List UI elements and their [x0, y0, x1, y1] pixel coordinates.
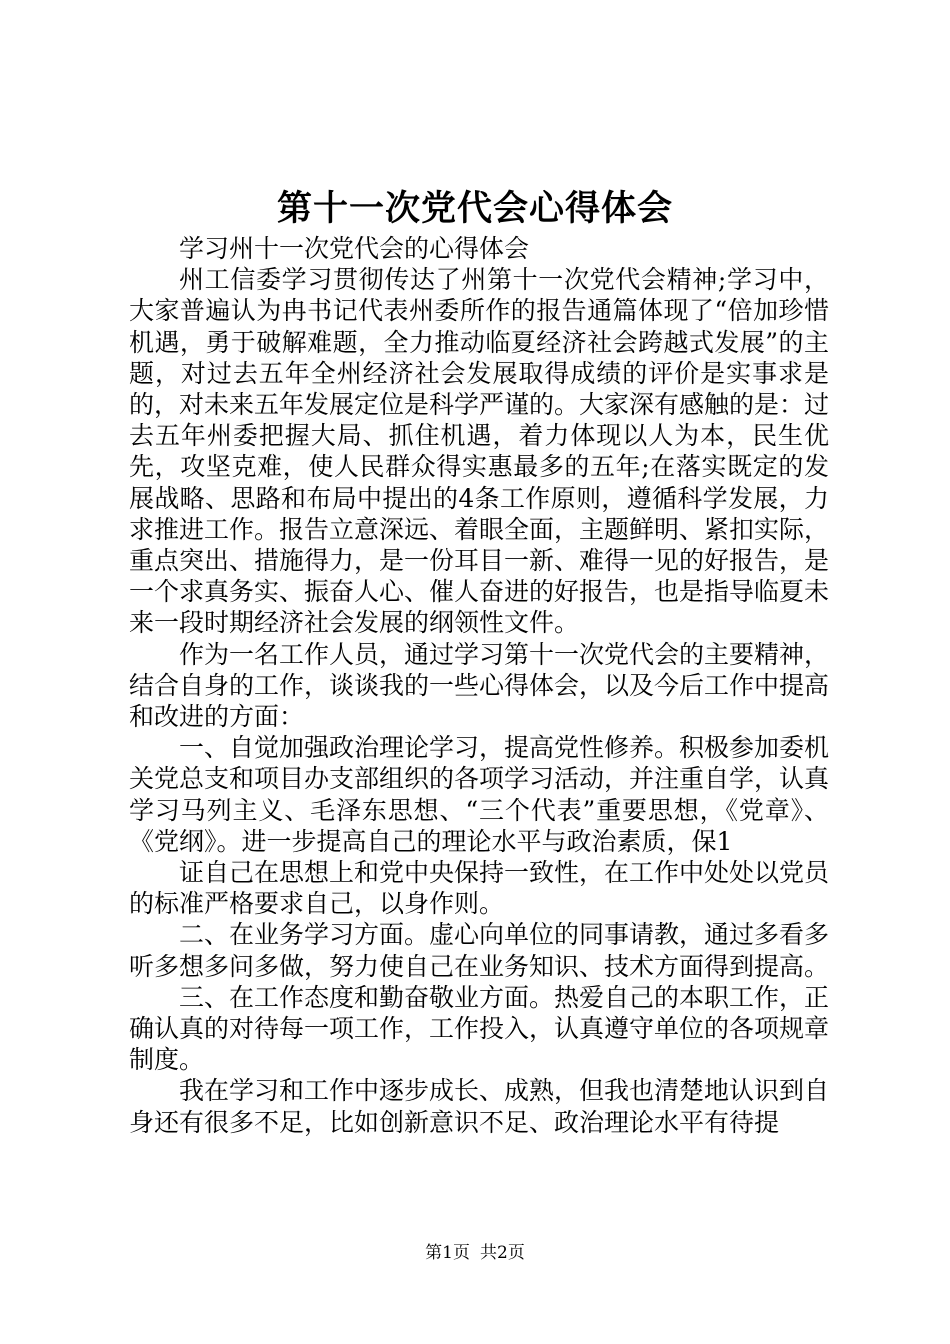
body-paragraph: 我在学习和工作中逐步成长、成熟，但我也清楚地认识到自身还有很多不足，比如创新意识不足、政治理论水平有待提: [129, 1076, 830, 1137]
body-paragraph: 作为一名工作人员，通过学习第十一次党代会的主要精神，结合自身的工作，谈谈我的一些心得体会，以及今后工作中提高和改进的方面：: [129, 639, 830, 732]
body-paragraph: 二、在业务学习方面。虚心向单位的同事请教，通过多看多听多想多问多做，努力使自己在业务知识、技术方面得到提高。: [129, 920, 830, 981]
document-body: [129, 233, 829, 1138]
body-paragraph: 证自己在思想上和党中央保持一致性，在工作中处处以党员的标准严格要求自己，以身作则。: [129, 858, 830, 919]
body-paragraph: 三、在工作态度和勤奋敬业方面。热爱自己的本职工作，正确认真的对待每一项工作，工作投入，认真遵守单位的各项规章制度。: [129, 982, 830, 1075]
body-paragraph: 一、自觉加强政治理论学习，提高党性修养。积极参加委机关党总支和项目办支部组织的各项学习活动，并注重自学，认真学习马列主义、毛泽东思想、“三个代表”重要思想，《党章》、《党纲》。进一步提高自己的理论水平与政治素质，保1: [129, 733, 830, 856]
document-title: 第十一次党代会心得体会: [276, 188, 673, 229]
page-total: 共2页: [480, 1243, 525, 1263]
page-number: 第1页: [425, 1243, 470, 1263]
page-footer: [0, 1241, 950, 1265]
body-paragraph: 州工信委学习贯彻传达了州第十一次党代会精神;学习中，大家普遍认为冉书记代表州委所作的报告通篇体现了“倍加珍惜机遇，勇于破解难题，全力推动临夏经济社会跨越式发展”的主题，对过去五年全州经济社会发展取得成绩的评价是实事求是的，对未来五年发展定位是科学严谨的。大家深有感触的是：过去五年州委把握大局、抓住机遇，着力体现以人为本，民生优先，攻坚克难，使人民群众得实惠最多的五年;在落实既定的发展战略、思路和布局中提出的4条工作原则，遵循科学发展，力求推进工作。报告立意深远、着眼全面，主题鲜明、紧扣实际，重点突出、措施得力，是一份耳目一新、难得一见的好报告，是一个求真务实、振奋人心、催人奋进的好报告，也是指导临夏未来一段时期经济社会发展的纲领性文件。: [129, 265, 830, 638]
subtitle-paragraph: 学习州十一次党代会的心得体会: [179, 234, 530, 263]
